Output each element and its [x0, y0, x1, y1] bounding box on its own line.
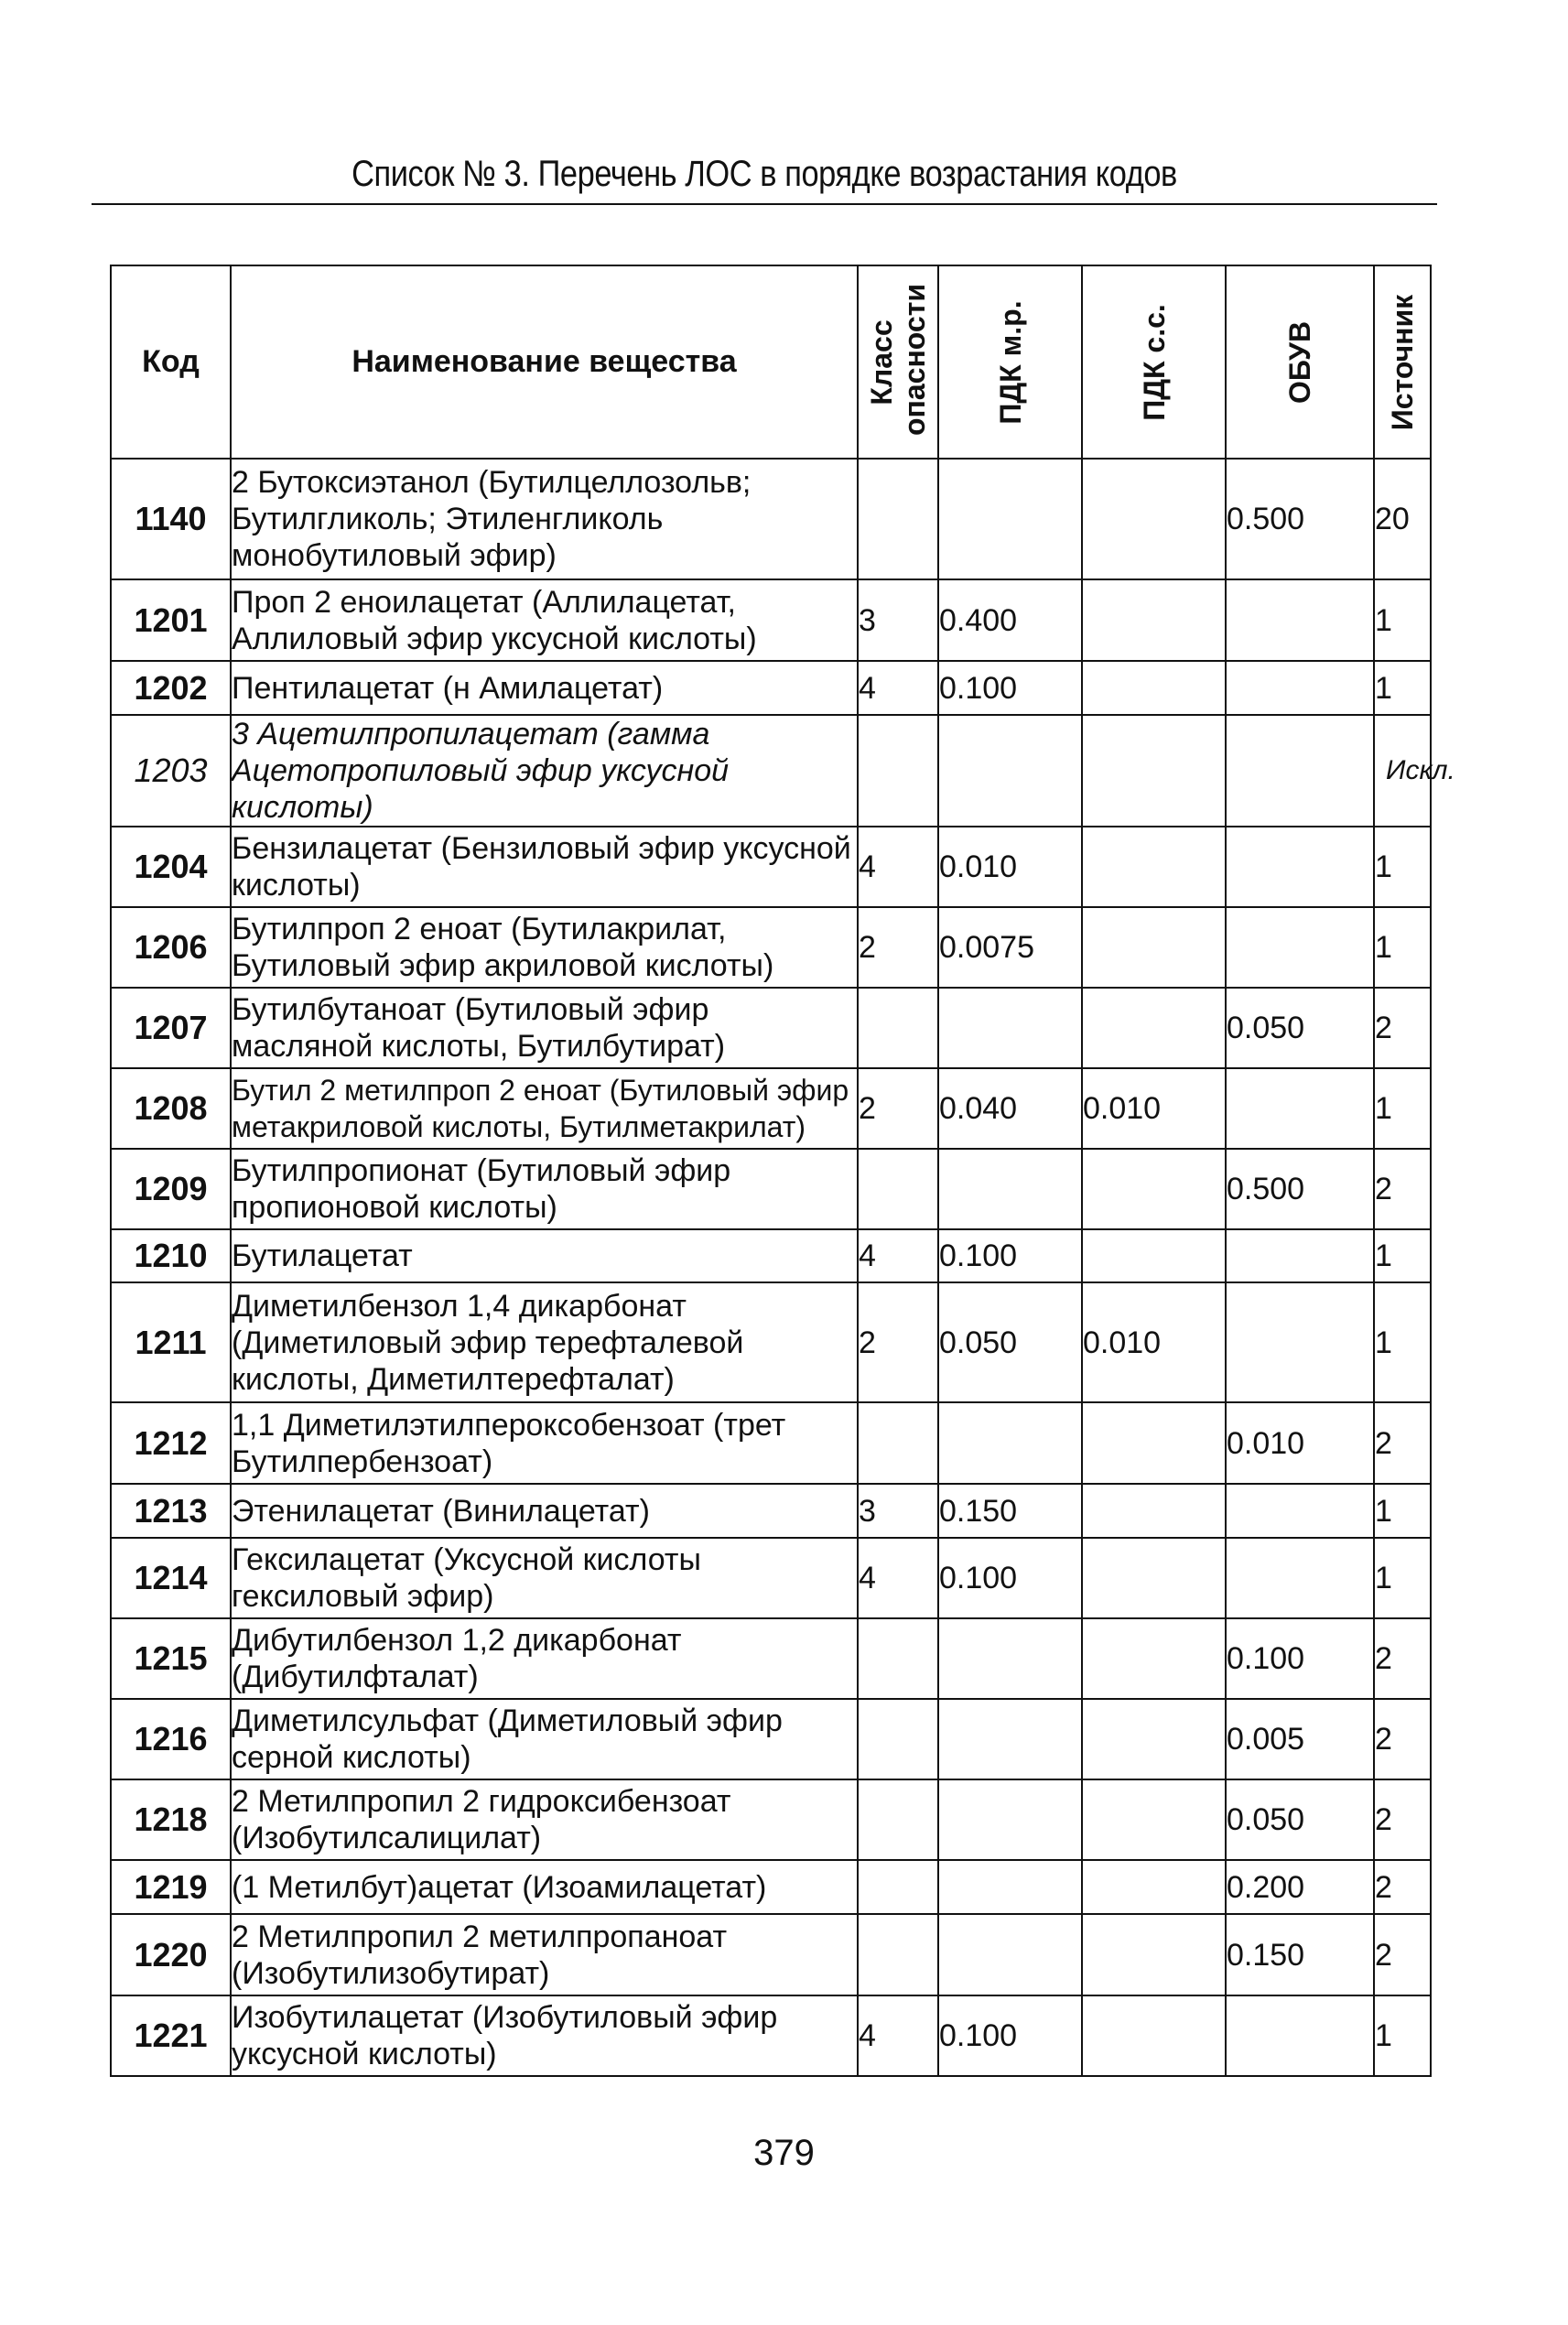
- table-row: [111, 827, 1431, 907]
- column-header-pdk-ss: ПДК с.с.: [1082, 265, 1226, 459]
- cell-code: 1210: [111, 1229, 231, 1282]
- cell-hazard-class: 4: [858, 1538, 938, 1618]
- cell-source: 2: [1374, 988, 1431, 1068]
- table-row: [111, 1860, 1431, 1914]
- cell-pdk-ss: [1082, 459, 1226, 579]
- cell-hazard-class: 4: [858, 1229, 938, 1282]
- cell-obuv: 0.200: [1226, 1860, 1374, 1914]
- cell-source: 1: [1374, 661, 1431, 715]
- cell-name: Пентилацетат (н Амилацетат): [231, 661, 858, 715]
- cell-source: 1: [1374, 1995, 1431, 2076]
- cell-obuv: [1226, 907, 1374, 988]
- cell-source: 1: [1374, 827, 1431, 907]
- cell-obuv: [1226, 1995, 1374, 2076]
- table-row: [111, 1484, 1431, 1538]
- cell-code: 1204: [111, 827, 231, 907]
- cell-hazard-class: [858, 459, 938, 579]
- table-header-row: [111, 265, 1431, 459]
- cell-name: 3 Ацетилпропилацетат (гамма Ацетопропиловый эфир уксусной кислоты): [231, 715, 858, 827]
- cell-code: 1207: [111, 988, 231, 1068]
- cell-obuv: [1226, 1282, 1374, 1402]
- cell-name: Бутилацетат: [231, 1229, 858, 1282]
- column-header-obuv: ОБУВ: [1226, 265, 1374, 459]
- cell-pdk-ss: [1082, 661, 1226, 715]
- cell-obuv: 0.150: [1226, 1914, 1374, 1995]
- cell-obuv: 0.050: [1226, 1779, 1374, 1860]
- cell-pdk-mr: [938, 1699, 1082, 1779]
- cell-code: 1212: [111, 1402, 231, 1484]
- table-row: [111, 988, 1431, 1068]
- cell-code: 1219: [111, 1860, 231, 1914]
- table-row: [111, 1618, 1431, 1699]
- cell-pdk-mr: [938, 988, 1082, 1068]
- table-row: [111, 1779, 1431, 1860]
- cell-name: 2 Метилпропил 2 гидроксибензоат (Изобутилсалицилат): [231, 1779, 858, 1860]
- cell-pdk-ss: [1082, 1914, 1226, 1995]
- cell-obuv: [1226, 661, 1374, 715]
- cell-code: 1213: [111, 1484, 231, 1538]
- cell-pdk-ss: [1082, 1149, 1226, 1229]
- cell-obuv: 0.005: [1226, 1699, 1374, 1779]
- cell-name: (1 Метилбут)ацетат (Изоамилацетат): [231, 1860, 858, 1914]
- cell-source: 2: [1374, 1860, 1431, 1914]
- cell-hazard-class: 4: [858, 827, 938, 907]
- cell-hazard-class: [858, 1402, 938, 1484]
- cell-code: 1216: [111, 1699, 231, 1779]
- cell-pdk-ss: [1082, 1229, 1226, 1282]
- cell-pdk-mr: 0.050: [938, 1282, 1082, 1402]
- cell-pdk-ss: [1082, 1699, 1226, 1779]
- cell-name: Бутилбутаноат (Бутиловый эфир масляной кислоты, Бутилбутират): [231, 988, 858, 1068]
- cell-code: 1214: [111, 1538, 231, 1618]
- cell-pdk-ss: [1082, 1402, 1226, 1484]
- cell-source: 2: [1374, 1402, 1431, 1484]
- cell-source: 2: [1374, 1699, 1431, 1779]
- table-row: [111, 1149, 1431, 1229]
- cell-source: Искл.: [1374, 715, 1431, 827]
- column-header-code: Код: [111, 265, 231, 459]
- cell-pdk-mr: 0.040: [938, 1068, 1082, 1149]
- cell-name: 1,1 Диметилэтилпероксобензоат (трет Бутилпербензоат): [231, 1402, 858, 1484]
- cell-obuv: [1226, 579, 1374, 661]
- column-header-source: Источник: [1374, 265, 1431, 459]
- cell-code: 1201: [111, 579, 231, 661]
- cell-name: Бутилпроп 2 еноат (Бутилакрилат, Бутиловый эфир акриловой кислоты): [231, 907, 858, 988]
- cell-source: 20: [1374, 459, 1431, 579]
- cell-hazard-class: 3: [858, 579, 938, 661]
- cell-hazard-class: [858, 1699, 938, 1779]
- cell-pdk-ss: [1082, 1538, 1226, 1618]
- table-row: [111, 1282, 1431, 1402]
- cell-pdk-mr: [938, 1618, 1082, 1699]
- table-row: [111, 1068, 1431, 1149]
- cell-pdk-ss: [1082, 1484, 1226, 1538]
- cell-pdk-ss: [1082, 1779, 1226, 1860]
- cell-code: 1202: [111, 661, 231, 715]
- table-row: [111, 579, 1431, 661]
- cell-pdk-mr: 0.100: [938, 1995, 1082, 2076]
- cell-source: 2: [1374, 1618, 1431, 1699]
- cell-code: 1203: [111, 715, 231, 827]
- cell-pdk-ss: 0.010: [1082, 1282, 1226, 1402]
- cell-pdk-mr: [938, 1149, 1082, 1229]
- cell-obuv: 0.100: [1226, 1618, 1374, 1699]
- column-header-pdk-mr: ПДК м.р.: [938, 265, 1082, 459]
- table-row: [111, 459, 1431, 579]
- cell-hazard-class: 2: [858, 1068, 938, 1149]
- cell-hazard-class: 2: [858, 907, 938, 988]
- cell-pdk-mr: 0.0075: [938, 907, 1082, 988]
- cell-pdk-mr: [938, 1914, 1082, 1995]
- cell-name: Гексилацетат (Уксусной кислоты гексиловый эфир): [231, 1538, 858, 1618]
- cell-name: Бензилацетат (Бензиловый эфир уксусной кислоты): [231, 827, 858, 907]
- cell-name: 2 Метилпропил 2 метилпропаноат (Изобутилизобутират): [231, 1914, 858, 1995]
- cell-code: 1215: [111, 1618, 231, 1699]
- cell-obuv: 0.050: [1226, 988, 1374, 1068]
- cell-obuv: [1226, 1068, 1374, 1149]
- cell-code: 1221: [111, 1995, 231, 2076]
- cell-obuv: 0.500: [1226, 459, 1374, 579]
- cell-pdk-mr: 0.010: [938, 827, 1082, 907]
- cell-pdk-ss: [1082, 988, 1226, 1068]
- table-row: [111, 907, 1431, 988]
- column-header-name: Наименование вещества: [231, 265, 858, 459]
- cell-code: 1140: [111, 459, 231, 579]
- cell-hazard-class: 4: [858, 1995, 938, 2076]
- cell-pdk-mr: [938, 1402, 1082, 1484]
- cell-source: 1: [1374, 1538, 1431, 1618]
- column-header-hazard-class: Класс опасности: [858, 265, 938, 459]
- cell-source: 2: [1374, 1149, 1431, 1229]
- cell-source: 1: [1374, 907, 1431, 988]
- cell-code: 1211: [111, 1282, 231, 1402]
- page-number: 379: [753, 2133, 815, 2173]
- cell-pdk-ss: [1082, 579, 1226, 661]
- substances-table: [110, 265, 1455, 2077]
- cell-name: Диметилсульфат (Диметиловый эфир серной кислоты): [231, 1699, 858, 1779]
- cell-code: 1209: [111, 1149, 231, 1229]
- cell-pdk-ss: [1082, 1860, 1226, 1914]
- cell-pdk-ss: [1082, 715, 1226, 827]
- cell-name: Проп 2 еноилацетат (Аллилацетат, Аллиловый эфир уксусной кислоты): [231, 579, 858, 661]
- cell-pdk-mr: 0.400: [938, 579, 1082, 661]
- table-row: [111, 1229, 1431, 1282]
- cell-pdk-ss: 0.010: [1082, 1068, 1226, 1149]
- cell-source: 1: [1374, 579, 1431, 661]
- header-divider: [92, 203, 1437, 205]
- cell-hazard-class: [858, 988, 938, 1068]
- cell-source: 2: [1374, 1779, 1431, 1860]
- cell-hazard-class: [858, 1860, 938, 1914]
- cell-source: 1: [1374, 1068, 1431, 1149]
- cell-code: 1206: [111, 907, 231, 988]
- cell-name: Этенилацетат (Винилацетат): [231, 1484, 858, 1538]
- cell-pdk-mr: 0.100: [938, 1538, 1082, 1618]
- cell-source: 2: [1374, 1914, 1431, 1995]
- cell-hazard-class: 2: [858, 1282, 938, 1402]
- cell-hazard-class: [858, 715, 938, 827]
- cell-name: Бутил 2 метилпроп 2 еноат (Бутиловый эфир метакриловой кислоты, Бутилметакрилат): [231, 1068, 858, 1149]
- cell-source: 1: [1374, 1282, 1431, 1402]
- table-row-excluded: [111, 715, 1431, 827]
- cell-name: Дибутилбензол 1,2 дикарбонат (Дибутилфталат): [231, 1618, 858, 1699]
- cell-pdk-ss: [1082, 827, 1226, 907]
- table-row: [111, 1538, 1431, 1618]
- cell-name: Бутилпропионат (Бутиловый эфир пропионовой кислоты): [231, 1149, 858, 1229]
- table-row: [111, 1402, 1431, 1484]
- table-row: [111, 1699, 1431, 1779]
- cell-pdk-mr: [938, 459, 1082, 579]
- cell-code: 1208: [111, 1068, 231, 1149]
- cell-pdk-mr: [938, 715, 1082, 827]
- cell-pdk-mr: 0.150: [938, 1484, 1082, 1538]
- cell-code: 1218: [111, 1779, 231, 1860]
- cell-pdk-mr: [938, 1860, 1082, 1914]
- cell-obuv: 0.010: [1226, 1402, 1374, 1484]
- cell-pdk-ss: [1082, 1618, 1226, 1699]
- cell-name: Изобутилацетат (Изобутиловый эфир уксусной кислоты): [231, 1995, 858, 2076]
- cell-hazard-class: [858, 1618, 938, 1699]
- cell-name: 2 Бутоксиэтанол (Бутилцеллозольв; Бутилгликоль; Этиленгликоль монобутиловый эфир): [231, 459, 858, 579]
- cell-name: Диметилбензол 1,4 дикарбонат (Диметиловый эфир терефталевой кислоты, Диметилтерефталат): [231, 1282, 858, 1402]
- table-row: [111, 1914, 1431, 1995]
- table-row: [111, 661, 1431, 715]
- page-header: [186, 154, 1343, 195]
- cell-hazard-class: [858, 1914, 938, 1995]
- cell-obuv: 0.500: [1226, 1149, 1374, 1229]
- cell-pdk-mr: [938, 1779, 1082, 1860]
- cell-pdk-mr: 0.100: [938, 661, 1082, 715]
- cell-hazard-class: 3: [858, 1484, 938, 1538]
- cell-pdk-mr: 0.100: [938, 1229, 1082, 1282]
- cell-source: 1: [1374, 1229, 1431, 1282]
- cell-hazard-class: [858, 1149, 938, 1229]
- cell-hazard-class: [858, 1779, 938, 1860]
- cell-pdk-ss: [1082, 1995, 1226, 2076]
- cell-pdk-ss: [1082, 907, 1226, 988]
- cell-obuv: [1226, 1538, 1374, 1618]
- cell-obuv: [1226, 1229, 1374, 1282]
- page-title: Список № 3. Перечень ЛОС в порядке возрастания кодов: [351, 154, 1177, 194]
- cell-obuv: [1226, 1484, 1374, 1538]
- cell-obuv: [1226, 827, 1374, 907]
- cell-hazard-class: 4: [858, 661, 938, 715]
- cell-code: 1220: [111, 1914, 231, 1995]
- cell-obuv: [1226, 715, 1374, 827]
- cell-source: 1: [1374, 1484, 1431, 1538]
- table-row: [111, 1995, 1431, 2076]
